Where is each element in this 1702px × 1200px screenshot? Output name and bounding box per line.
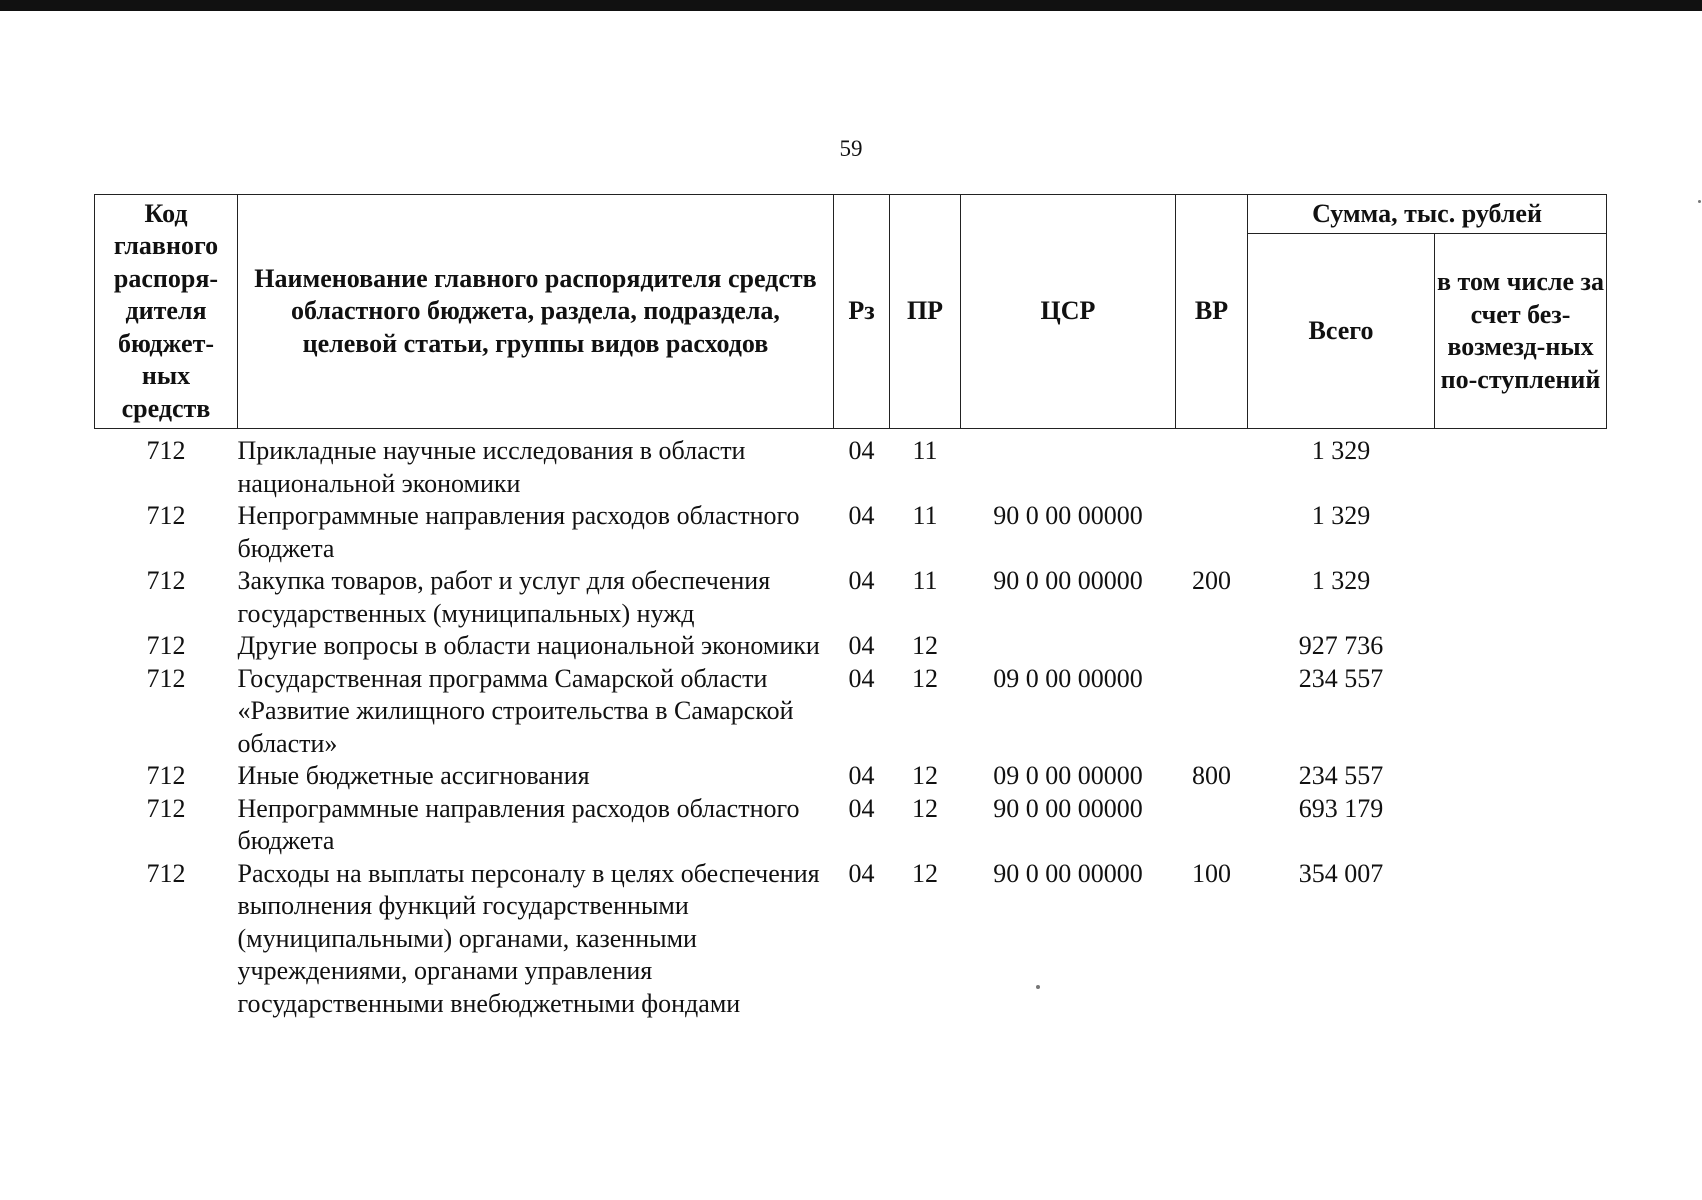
cell-pr: 12 [912,793,938,823]
scan-speck [1036,985,1040,989]
cell-total: 927 736 [1298,631,1384,660]
cell-vr: 800 [1192,761,1231,790]
table-row [95,793,1607,858]
cell-pr: 12 [912,858,938,888]
page-number: 59 [839,136,863,161]
cell-vr [1176,500,1248,565]
cell-pr: 11 [912,436,938,465]
header-csr: ЦСР [961,195,1176,429]
cell-pr: 12 [912,631,938,660]
cell-rz: 04 [848,501,875,530]
cell-pr: 11 [912,566,938,595]
cell-code: 712 [146,761,186,790]
table-row [95,760,1607,793]
cell-code: 712 [146,858,186,888]
cell-code: 712 [146,566,186,595]
cell-code: 712 [146,501,186,530]
budget-table [94,194,1607,1020]
cell-total: 234 557 [1298,663,1384,693]
cell-rz: 04 [848,761,875,790]
table-row [95,565,1607,630]
cell-total: 1 329 [1311,436,1371,465]
cell-total: 354 007 [1298,858,1384,888]
cell-vr [1176,793,1248,858]
cell-name: Прикладные научные исследования в области национальной экономики [237,436,746,498]
table-row [95,500,1607,565]
cell-name: Непрограммные направления расходов областного бюджета [237,793,800,855]
scan-top-border [0,0,1702,11]
cell-name: Расходы на выплаты персоналу в целях обеспечения выполнения функций государственными (муниципальными) органами, казенными учреждениями, органами управления государственными внебюджетными фондами [237,858,820,1018]
cell-csr: 90 0 00 00000 [993,858,1143,888]
cell-pr: 11 [912,501,938,530]
table-row [95,663,1607,761]
cell-including [1435,793,1607,858]
header-total: Всего [1248,234,1435,429]
cell-name: Другие вопросы в области национальной экономики [237,631,820,660]
table-row [95,429,1607,501]
cell-csr: 09 0 00 00000 [993,663,1143,693]
cell-including [1435,858,1607,1021]
cell-including [1435,630,1607,663]
table-row [95,858,1607,1021]
cell-vr [1176,630,1248,663]
header-vr: ВР [1176,195,1248,429]
cell-csr: 90 0 00 00000 [993,566,1143,595]
cell-rz: 04 [848,566,875,595]
header-pr: ПР [890,195,961,429]
cell-name: Государственная программа Самарской области «Развитие жилищного строительства в Самарской области» [237,663,794,758]
cell-name: Непрограммные направления расходов областного бюджета [237,501,800,563]
cell-rz: 04 [848,631,875,660]
cell-pr: 12 [912,761,938,790]
header-including: в том числе за счет без-возмезд-ных по-ступлений [1435,234,1607,429]
cell-including [1435,760,1607,793]
cell-vr: 100 [1192,858,1231,888]
cell-csr: 90 0 00 00000 [993,501,1143,530]
header-sum-group: Сумма, тыс. рублей [1248,195,1607,234]
cell-total: 1 329 [1311,566,1371,595]
scan-speck [1698,200,1701,203]
cell-pr: 12 [912,663,938,693]
cell-code: 712 [146,436,186,465]
cell-vr [1176,663,1248,761]
header-name: Наименование главного распорядителя средств областного бюджета, раздела, подраздела, целевой статьи, группы видов расходов [238,195,834,429]
cell-code: 712 [146,631,186,660]
cell-rz: 04 [848,793,875,823]
cell-including [1435,663,1607,761]
cell-vr [1176,429,1248,501]
cell-csr: 90 0 00 00000 [993,793,1143,823]
table-row [95,630,1607,663]
cell-csr: 09 0 00 00000 [993,761,1143,790]
cell-total: 234 557 [1298,761,1384,790]
cell-name: Закупка товаров, работ и услуг для обеспечения государственных (муниципальных) нужд [237,566,771,628]
cell-including [1435,500,1607,565]
cell-rz: 04 [848,858,875,888]
cell-csr [961,429,1176,501]
cell-total: 693 179 [1298,793,1384,823]
header-rz: Рз [834,195,890,429]
cell-including [1435,429,1607,501]
cell-csr [961,630,1176,663]
cell-rz: 04 [848,436,875,465]
cell-vr: 200 [1192,566,1231,595]
cell-including [1435,565,1607,630]
cell-code: 712 [146,663,186,693]
header-code: Код главного распоря-дителя бюджет-ных средств [95,195,238,429]
cell-total: 1 329 [1311,501,1371,530]
cell-code: 712 [146,793,186,823]
cell-name: Иные бюджетные ассигнования [237,761,590,790]
cell-rz: 04 [848,663,875,693]
